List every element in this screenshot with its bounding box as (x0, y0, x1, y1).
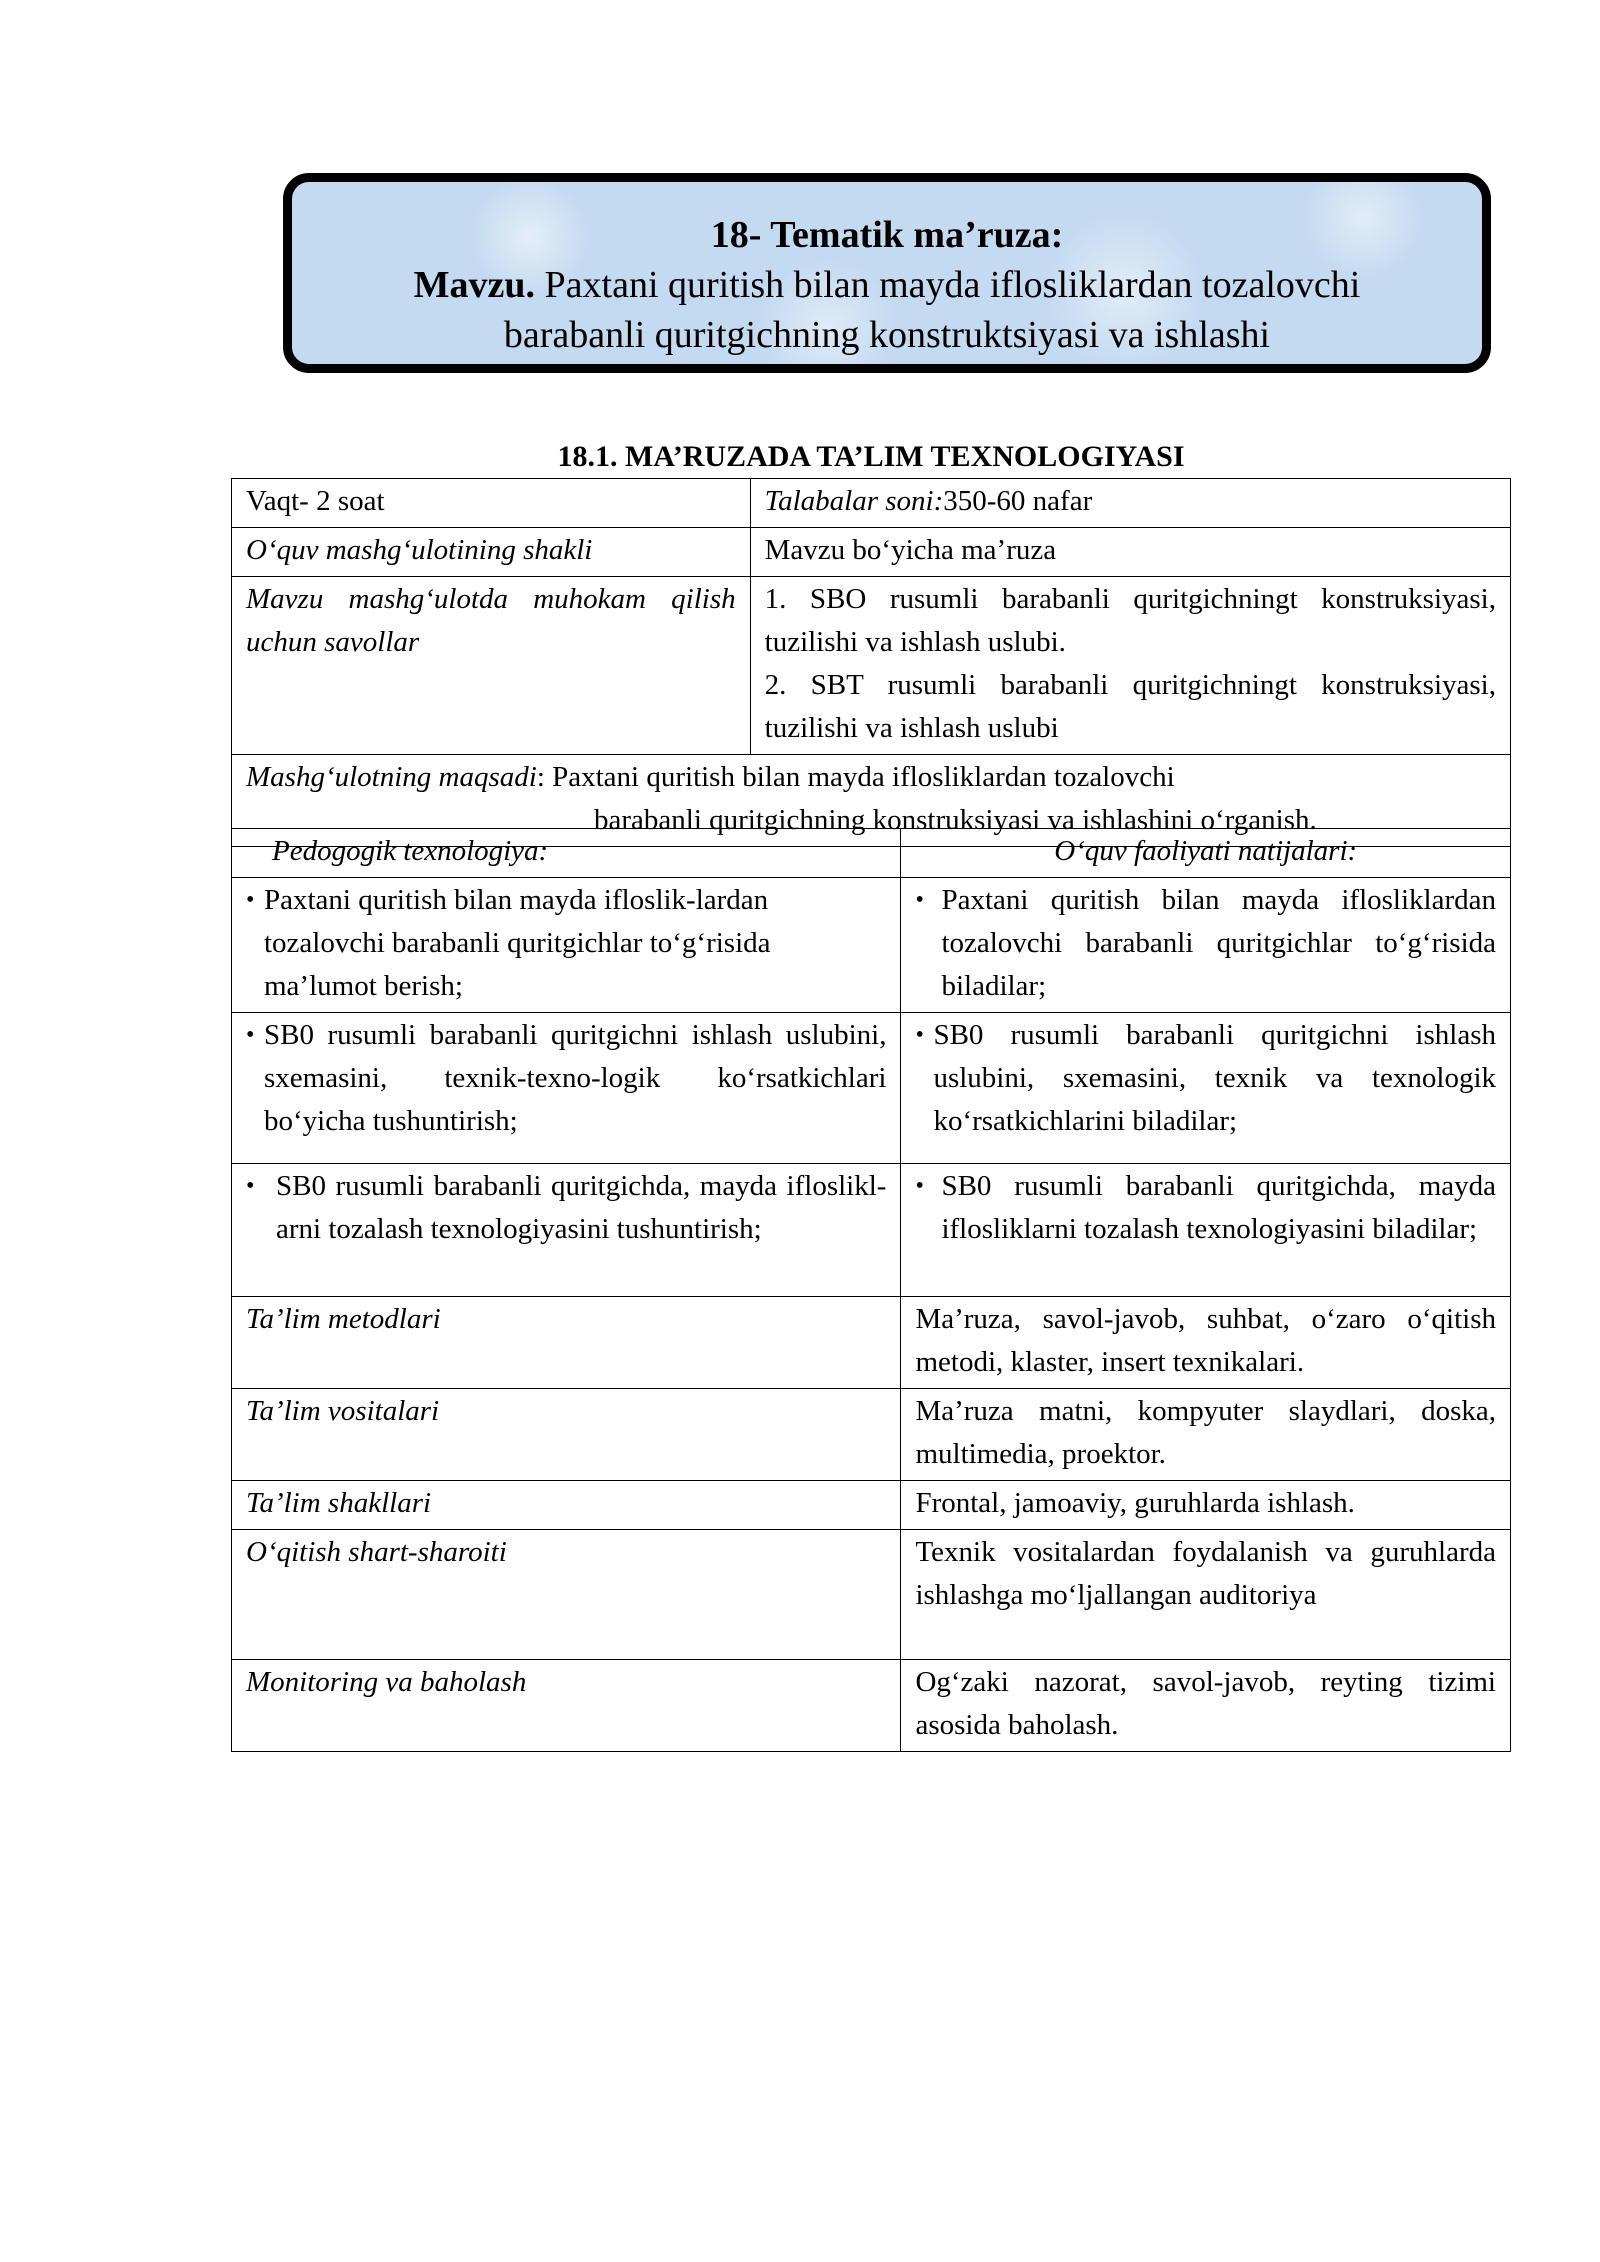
list-item: • Paxtani quritish bilan mayda iflosliklardan tozalovchi barabanli quritgichlar to‘g‘risida biladilar; (915, 879, 1496, 1008)
table-row (232, 829, 1511, 878)
forms-label: Ta’lim shakllari (232, 1481, 901, 1530)
table-cell (232, 878, 901, 1013)
table-cell (901, 1013, 1511, 1164)
table-cell (901, 878, 1511, 1013)
table-row (232, 1164, 1511, 1297)
bullet-icon: • (915, 1022, 924, 1048)
goal-label: Mashg‘ulotning maqsadi (246, 761, 537, 793)
goal-text-line1: : Paxtani quritish bilan mayda iflosliklardan tozalovchi (536, 761, 1175, 793)
lecture-topic (292, 260, 1482, 360)
pedagogy-heading: Pedogogik texnologiya: (232, 829, 901, 878)
table-row (232, 1530, 1511, 1660)
table-cell (901, 1164, 1511, 1297)
topic-label: Mavzu. (413, 264, 536, 306)
list-item: • Paxtani quritish bilan mayda ifloslik-lardan tozalovchi barabanli quritgichlar to‘g‘risida ma’lumot berish; (246, 879, 886, 1008)
methods-value: Ma’ruza, savol-javob, suhbat, o‘zaro o‘qitish metodi, klaster, insert texnikalari. (901, 1297, 1511, 1389)
table-row (232, 878, 1511, 1013)
lecture-title: 18- Tematik ma’ruza: (710, 214, 1064, 256)
table-row (232, 577, 1511, 755)
goal-text-line2: barabanli quritgichning konstruksiyasi va ishlashini o‘rganish. (594, 804, 1317, 836)
outcomes-table (231, 828, 1511, 1752)
table-row (232, 1013, 1511, 1164)
monitoring-value: Og‘zaki nazorat, savol-javob, reyting tizimi asosida baholash. (901, 1660, 1511, 1752)
topic-text-line1: Paxtani quritish bilan mayda iflosliklardan tozalovchi (535, 264, 1361, 306)
methods-label: Ta’lim metodlari (232, 1297, 901, 1389)
list-item: • SB0 rusumli barabanli quritgichni ishlash uslubini, sxemasini, texnik-texno-logik ko‘rsatkichlari bo‘yicha tushuntirish; (246, 1014, 886, 1143)
outcomes-heading: O‘quv faoliyati natijalari: (901, 829, 1511, 878)
bullet-icon: • (246, 1022, 255, 1048)
conditions-value: Texnik vositalardan foydalanish va guruhlarda ishlashga mo‘ljallangan auditoriya (901, 1530, 1511, 1660)
bullet-icon: • (246, 1173, 255, 1199)
conditions-label: O‘qitish shart-sharoiti (232, 1530, 901, 1660)
forms-value: Frontal, jamoaviy, guruhlarda ishlash. (901, 1481, 1511, 1530)
table-row (232, 479, 1511, 528)
question-item: 2. SBT rusumli barabanli quritgichningt konstruksiyasi, tuzilishi va ishlash uslubi (764, 669, 1496, 744)
bullet-icon: • (246, 887, 255, 913)
table-row (232, 1389, 1511, 1481)
time-value: Vaqt- 2 soat (246, 485, 385, 517)
table-cell (750, 479, 1510, 528)
tools-label: Ta’lim vositalari (232, 1389, 901, 1481)
bullet-icon: • (915, 887, 924, 913)
table-row (232, 528, 1511, 577)
list-item: • SB0 rusumli barabanli quritgichda, mayda iflosliklarni tozalash texnologiyasini tushuntirish; (246, 1165, 886, 1251)
monitoring-label: Monitoring va baholash (232, 1660, 901, 1752)
table-row (232, 1297, 1511, 1389)
questions-list (750, 577, 1510, 755)
questions-label: Mavzu mashg‘ulotda muhokam qilish uchun savollar (232, 577, 751, 755)
table-cell (232, 1164, 901, 1297)
tools-value: Ma’ruza matni, kompyuter slaydlari, doska, multimedia, proektor. (901, 1389, 1511, 1481)
table-cell (232, 1013, 901, 1164)
bullet-icon: • (915, 1173, 924, 1199)
list-item: • SB0 rusumli barabanli quritgichda, mayda iflosliklarni tozalash texnologiyasini biladilar; (915, 1165, 1496, 1251)
table-row (232, 1481, 1511, 1530)
lecture-banner (283, 173, 1491, 373)
list-item: • SB0 rusumli barabanli quritgichni ishlash uslubini, sxemasini, texnik va texnologik ko‘rsatkichlarini biladilar; (915, 1014, 1496, 1143)
students-label: Talabalar soni: (764, 485, 944, 517)
form-label: O‘quv mashg‘ulotining shakli (232, 528, 751, 577)
topic-text-line2: barabanli quritgichning konstruktsiyasi va ishlashi (503, 314, 1271, 356)
form-value: Mavzu bo‘yicha ma’ruza (750, 528, 1510, 577)
table-cell (232, 479, 751, 528)
table-row (232, 1660, 1511, 1752)
section-title: 18.1. MA’RUZADA TA’LIM TEXNOLOGIYASI (557, 440, 1185, 473)
question-item: 1. SBO rusumli barabanli quritgichningt konstruksiyasi, tuzilishi va ishlash uslubi. (764, 583, 1496, 658)
students-value: 350-60 nafar (943, 485, 1093, 517)
info-table (231, 478, 1511, 847)
